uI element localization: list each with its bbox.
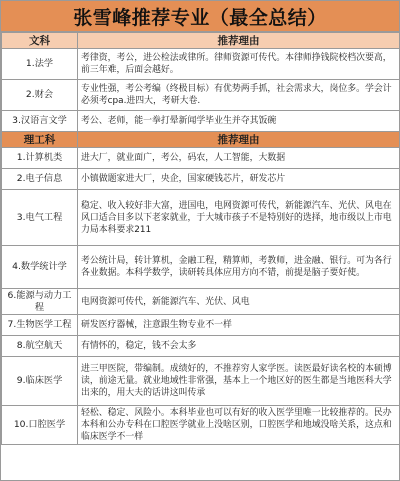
major-reason: 稳定、收入较好非大富，进国电，电网资源可传代，新能源汽车、光伏、风电在风口适合目多以下老家就业，于大城市孩子不是特别好的选择，地市级以上市电力局本科要求211 bbox=[78, 190, 400, 246]
liberal-arts-reason-header: 推荐理由 bbox=[78, 33, 400, 49]
liberal-arts-header-row bbox=[2, 33, 400, 49]
major-name: 9.临床医学 bbox=[2, 357, 78, 406]
table-row bbox=[2, 289, 400, 315]
major-name: 4.数学统计学 bbox=[2, 246, 78, 289]
major-reason: 进大厂，就业面广，考公，码农，人工智能，大数据 bbox=[78, 148, 400, 169]
major-reason: 考公、老师，能一拳打晕新闻学毕业生并夺其饭碗 bbox=[78, 111, 400, 132]
table-row bbox=[2, 315, 400, 336]
major-name: 3.汉语言文学 bbox=[2, 111, 78, 132]
major-name: 7.生物医学工程 bbox=[2, 315, 78, 336]
major-name: 2.电子信息 bbox=[2, 169, 78, 190]
major-name: 2.财会 bbox=[2, 80, 78, 111]
table-row bbox=[2, 111, 400, 132]
table-row bbox=[2, 336, 400, 357]
major-name: 1.计算机类 bbox=[2, 148, 78, 169]
major-reason: 电网资源可传代，新能源汽车、光伏、风电 bbox=[78, 289, 400, 315]
science-category-header: 理工科 bbox=[2, 132, 78, 148]
science-header-row bbox=[2, 132, 400, 148]
table-row bbox=[2, 148, 400, 169]
table-row bbox=[2, 357, 400, 406]
table-row bbox=[2, 406, 400, 445]
table-row bbox=[2, 80, 400, 111]
table-row bbox=[2, 246, 400, 289]
page-title: 张雪峰推荐专业（最全总结） bbox=[1, 1, 399, 32]
major-name: 10.口腔医学 bbox=[2, 406, 78, 445]
major-reason: 轻松、稳定、风险小。本科毕业也可以有好的收入医学里唯一比较推荐的。民办本科和公办专科在口腔医学就业上没啥区别，口腔医学和地域没啥关系，这点和临床医学不一样 bbox=[78, 406, 400, 445]
table-row bbox=[2, 169, 400, 190]
table-row bbox=[2, 190, 400, 246]
major-reason: 有情怀的，稳定，钱不会太多 bbox=[78, 336, 400, 357]
major-reason: 专业性强，考公考编（终极目标）有优势两手抓，社会需求大，岗位多。学会计必须考cpa.进四大，考研大卷. bbox=[78, 80, 400, 111]
major-name: 1.法学 bbox=[2, 49, 78, 80]
liberal-arts-category-header: 文科 bbox=[2, 33, 78, 49]
major-reason: 考律资，考公，进公检法或律所。律师资源可传代。本律师挣钱院校档次要高，前三年难，后面会越好。 bbox=[78, 49, 400, 80]
table-row bbox=[2, 49, 400, 80]
major-reason: 小镇做题家进大厂，央企，国家硬钱芯片，研发芯片 bbox=[78, 169, 400, 190]
major-name: 6.能源与动力工程 bbox=[2, 289, 78, 315]
major-name: 8.航空航天 bbox=[2, 336, 78, 357]
major-name: 3.电气工程 bbox=[2, 190, 78, 246]
major-reason: 研发医疗器械，注意跟生物专业不一样 bbox=[78, 315, 400, 336]
major-reason: 考公统计局，转计算机，金融工程，精算师，考教师，进金融、银行。可为各行各业数据。本科学数学，读研转具体应用方向不错，前提是脑子要好使。 bbox=[78, 246, 400, 289]
majors-table bbox=[1, 32, 400, 445]
major-reason: 进三甲医院，带编制。成绩好的，不推荐穷人家学医。读医最好读名校的本硕博读，前途无量。就业地域性非常强，基本上一个地区好的医生都是当地医科大学出来的，用大夫的话讲这叫传承 bbox=[78, 357, 400, 406]
science-reason-header: 推荐理由 bbox=[78, 132, 400, 148]
